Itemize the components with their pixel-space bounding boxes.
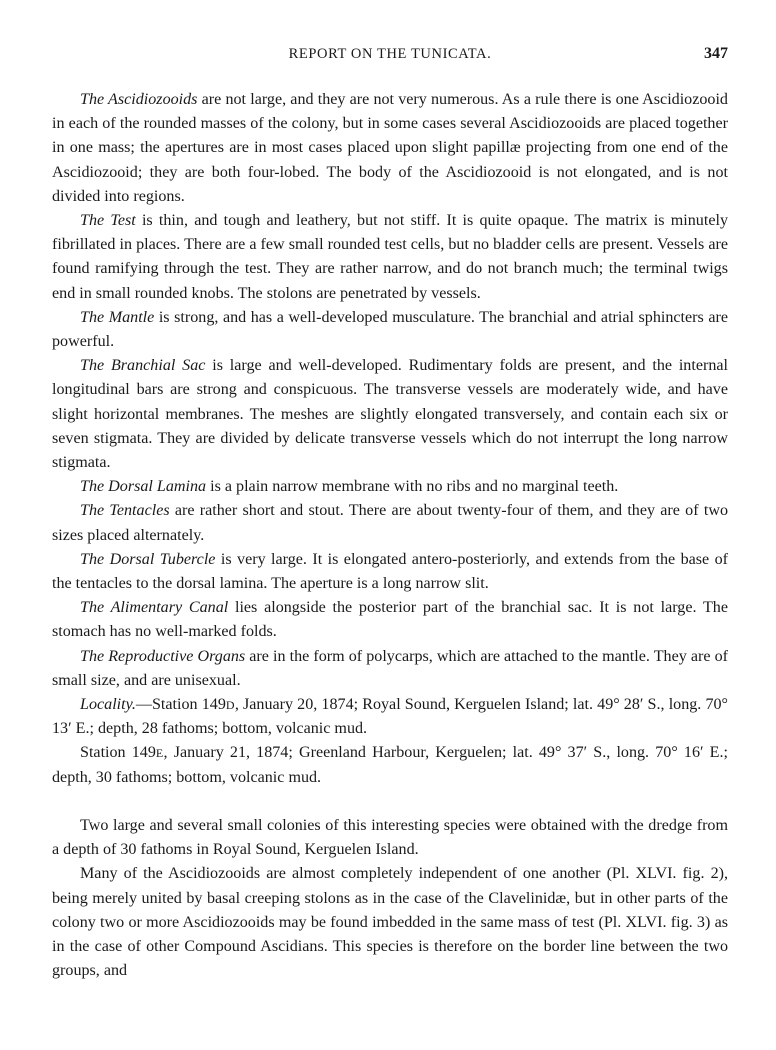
page-header	[52, 46, 728, 68]
section-heading: The Test	[80, 212, 136, 230]
paragraph-text: are in the form of polycarps, which are attached to the mantle. They are of small size, and are unisexual.	[52, 647, 728, 689]
discussion-paragraph-1: Two large and several small colonies of this interesting species were obtained with the dredge from a depth of 30 fathoms in Royal Sound, Kerguelen Island.	[52, 816, 728, 859]
paragraph-text: is thin, and tough and leathery, but not stiff. It is quite opaque. The matrix is minutely fibrillated in places. There are a few small rounded test cells, but no bladder cells are present. Vessels are found ramifying through the test. They are rather narrow, and do not branch much; the terminal twigs end in small rounded knobs. The stolons are penetrated by vessels.	[52, 212, 728, 302]
section-gap	[52, 790, 728, 814]
section-heading: The Branchial Sac	[80, 357, 206, 375]
station-suffix: D	[225, 698, 235, 713]
locality-line-1	[52, 693, 728, 741]
paragraph-branchial-sac	[52, 354, 728, 475]
section-heading: The Ascidiozooids	[80, 91, 198, 108]
discussion-paragraph-2: Many of the Ascidiozooids are almost completely independent of one another (Pl. XLVI. fig. 2), being merely united by basal creeping stolons as in the case of the Clavelinidæ, but in other parts of the colony two or more Ascidiozooids may be found imbedded in the same mass of test (Pl. XLVI. fig. 3) as in the case of other Compound Ascidians. This species is therefore on the border line between the two groups, and	[52, 865, 728, 980]
locality-label: Locality.	[80, 696, 136, 714]
section-heading: The Alimentary Canal	[80, 599, 229, 617]
page-number: 347	[704, 45, 728, 62]
paragraph-text: are not large, and they are not very numerous. As a rule there is one Ascidiozooid in each of the rounded masses of the colony, but in some cases several Ascidiozooids are placed together in one mass; the apertures are in most cases placed upon slight papillæ projecting from one end of the Ascidiozooid; they are both four-lobed. The body of the Ascidiozooid is not elongated, and is not divided into regions.	[52, 91, 728, 205]
paragraph-text: is very large. It is elongated antero-posteriorly, and extends from the base of the tentacles to the dorsal lamina. The aperture is a long narrow slit.	[52, 550, 728, 593]
section-heading: The Mantle	[80, 308, 155, 326]
paragraph-dorsal-lamina	[52, 475, 728, 499]
paragraph-text: is strong, and has a well-developed musculature. The branchial and atrial sphincters are powerful.	[52, 308, 728, 351]
paragraph-text: lies alongside the posterior part of the branchial sac. It is not large. The stomach has no well-marked folds.	[52, 599, 728, 641]
paragraph-ascidiozooids	[52, 88, 728, 209]
section-heading: The Tentacles	[80, 502, 170, 520]
paragraph-dorsal-tubercle	[52, 548, 728, 596]
running-title: REPORT ON THE TUNICATA.	[288, 46, 492, 62]
paragraph-text: are rather short and stout. There are about twenty-four of them, and they are of two sizes placed alternately.	[52, 502, 728, 544]
locality-text: , January 20, 1874; Royal Sound, Kerguelen Island; lat. 49° 28′ S., long. 70° 13′ E.; depth, 28 fathoms; bottom, volcanic mud.	[52, 696, 728, 738]
paragraph-tentacles	[52, 499, 728, 547]
locality-line-2	[52, 741, 728, 789]
locality-text: Station 149	[80, 744, 156, 762]
paragraph-text: is large and well-developed. Rudimentary folds are present, and the internal longitudinal bars are strong and conspicuous. The transverse vessels are moderately wide, and have slight horizontal membranes. The meshes are slightly elongated transversely, and contain each six or seven stigmata. They are divided by delicate transverse vessels which do not interrupt the long narrow stigmata.	[52, 357, 728, 472]
paragraph-mantle	[52, 306, 728, 354]
paragraph-alimentary-canal	[52, 596, 728, 644]
locality-text: —Station 149	[135, 696, 226, 714]
section-heading: The Dorsal Tubercle	[80, 550, 216, 568]
paragraph-reproductive-organs	[52, 645, 728, 693]
locality-text: , January 21, 1874; Greenland Harbour, Kerguelen; lat. 49° 37′ S., long. 70° 16′ E.; depth, 30 fathoms; bottom, volcanic mud.	[52, 744, 728, 786]
paragraph-text: is a plain narrow membrane with no ribs and no marginal teeth.	[206, 478, 619, 496]
paragraph-test	[52, 209, 728, 306]
body-text	[52, 88, 728, 983]
section-heading: The Reproductive Organs	[80, 647, 246, 665]
station-suffix: E	[155, 746, 164, 761]
section-heading: The Dorsal Lamina	[80, 478, 207, 496]
